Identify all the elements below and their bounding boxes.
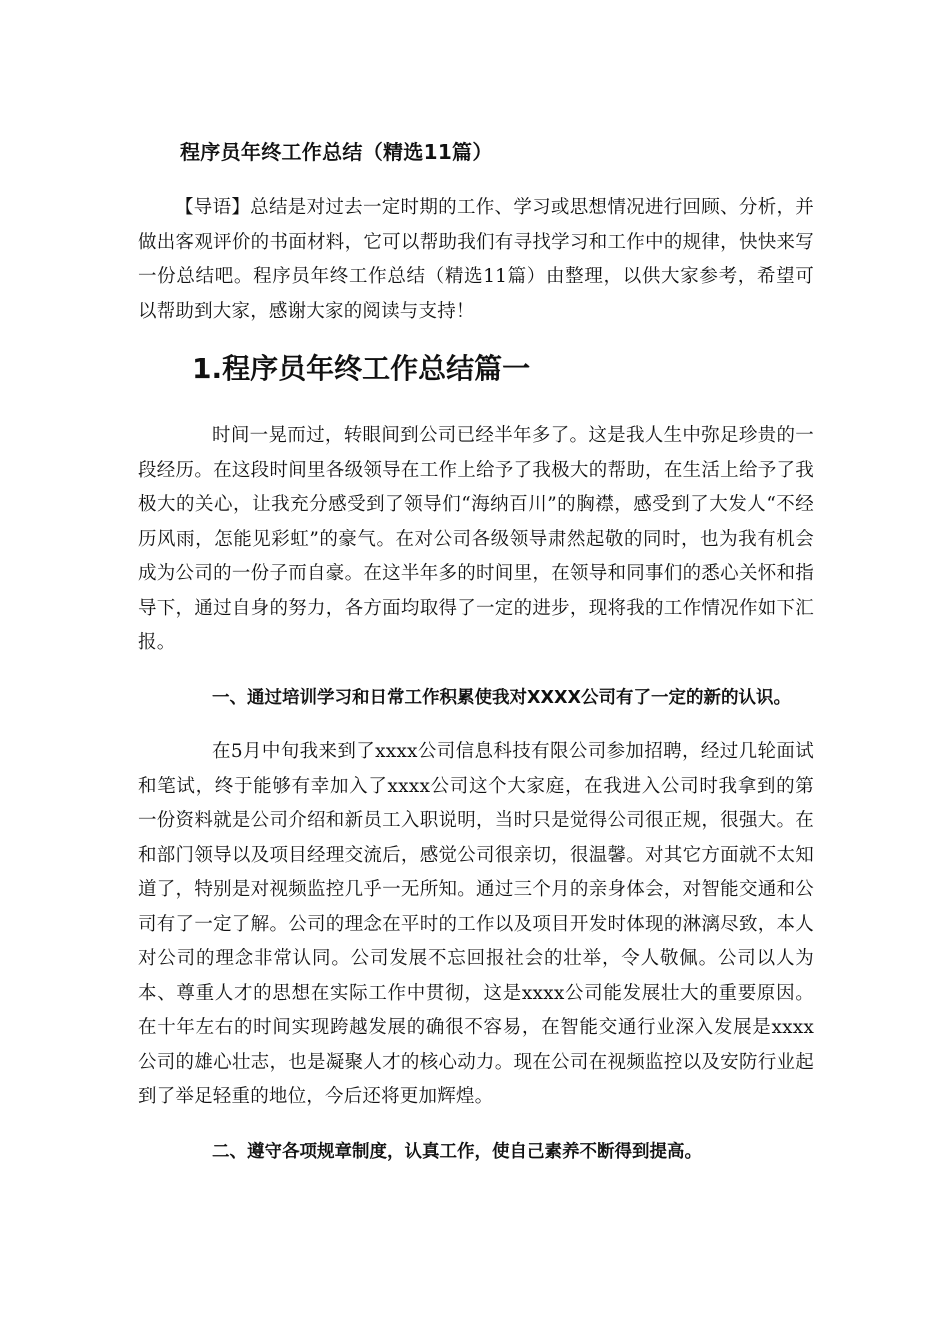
subheading-2: 二、遵守各项规章制度，认真工作，使自己素养不断得到提高。 <box>212 1141 702 1162</box>
intro-paragraph: 【导语】总结是对过去一定时期的工作、学习或思想情况进行回顾、分析，并做出客观评价的书面材料，它可以帮助我们有寻找学习和工作中的规律，快快来写一份总结吧。程序员年终工作总结（精选11篇）由整理，以供大家参考，希望可以帮助到大家，感谢大家的阅读与支持！ <box>138 197 814 322</box>
document-title: 程序员年终工作总结（精选11篇） <box>180 140 493 164</box>
subheading-1: 一、通过培训学习和日常工作积累使我对XXXX公司有了一定的新的认识。 <box>212 687 791 708</box>
body-paragraph-1: 时间一晃而过，转眼间到公司已经半年多了。这是我人生中弥足珍贵的一段经历。在这段时间里各级领导在工作上给予了我极大的帮助，在生活上给予了我极大的关心，让我充分感受到了领导们“海纳百川”的胸襟，感受到了大发人“不经历风雨，怎能见彩虹”的豪气。在对公司各级领导肃然起敬的同时，也为我有机会成为公司的一份子而自豪。在这半年多的时间里，在领导和同事们的悉心关怀和指导下，通过自身的努力，各方面均取得了一定的进步，现将我的工作情况作如下汇报。 <box>138 425 814 653</box>
body-paragraph-2: 在5月中旬我来到了xxxx公司信息科技有限公司参加招聘，经过几轮面试和笔试，终于能够有幸加入了xxxx公司这个大家庭，在我进入公司时我拿到的第一份资料就是公司介绍和新员工入职说明，当时只是觉得公司很正规，很强大。在和部门领导以及项目经理交流后，感觉公司很亲切，很温馨。对其它方面就不太知道了，特别是对视频监控几乎一无所知。通过三个月的亲身体会，对智能交通和公司有了一定了解。公司的理念在平时的工作以及项目开发时体现的淋漓尽致，本人对公司的理念非常认同。公司发展不忘回报社会的壮举，令人敬佩。公司以人为本、尊重人才的思想在实际工作中贯彻，这是xxxx公司能发展壮大的重要原因。在十年左右的时间实现跨越发展的确很不容易，在智能交通行业深入发展是xxxx公司的雄心壮志，也是凝聚人才的核心动力。现在公司在视频监控以及安防行业起到了举足轻重的地位，今后还将更加辉煌。 <box>138 741 814 1107</box>
section-heading: 1.程序员年终工作总结篇一 <box>192 352 531 385</box>
document-body <box>138 138 814 1169</box>
